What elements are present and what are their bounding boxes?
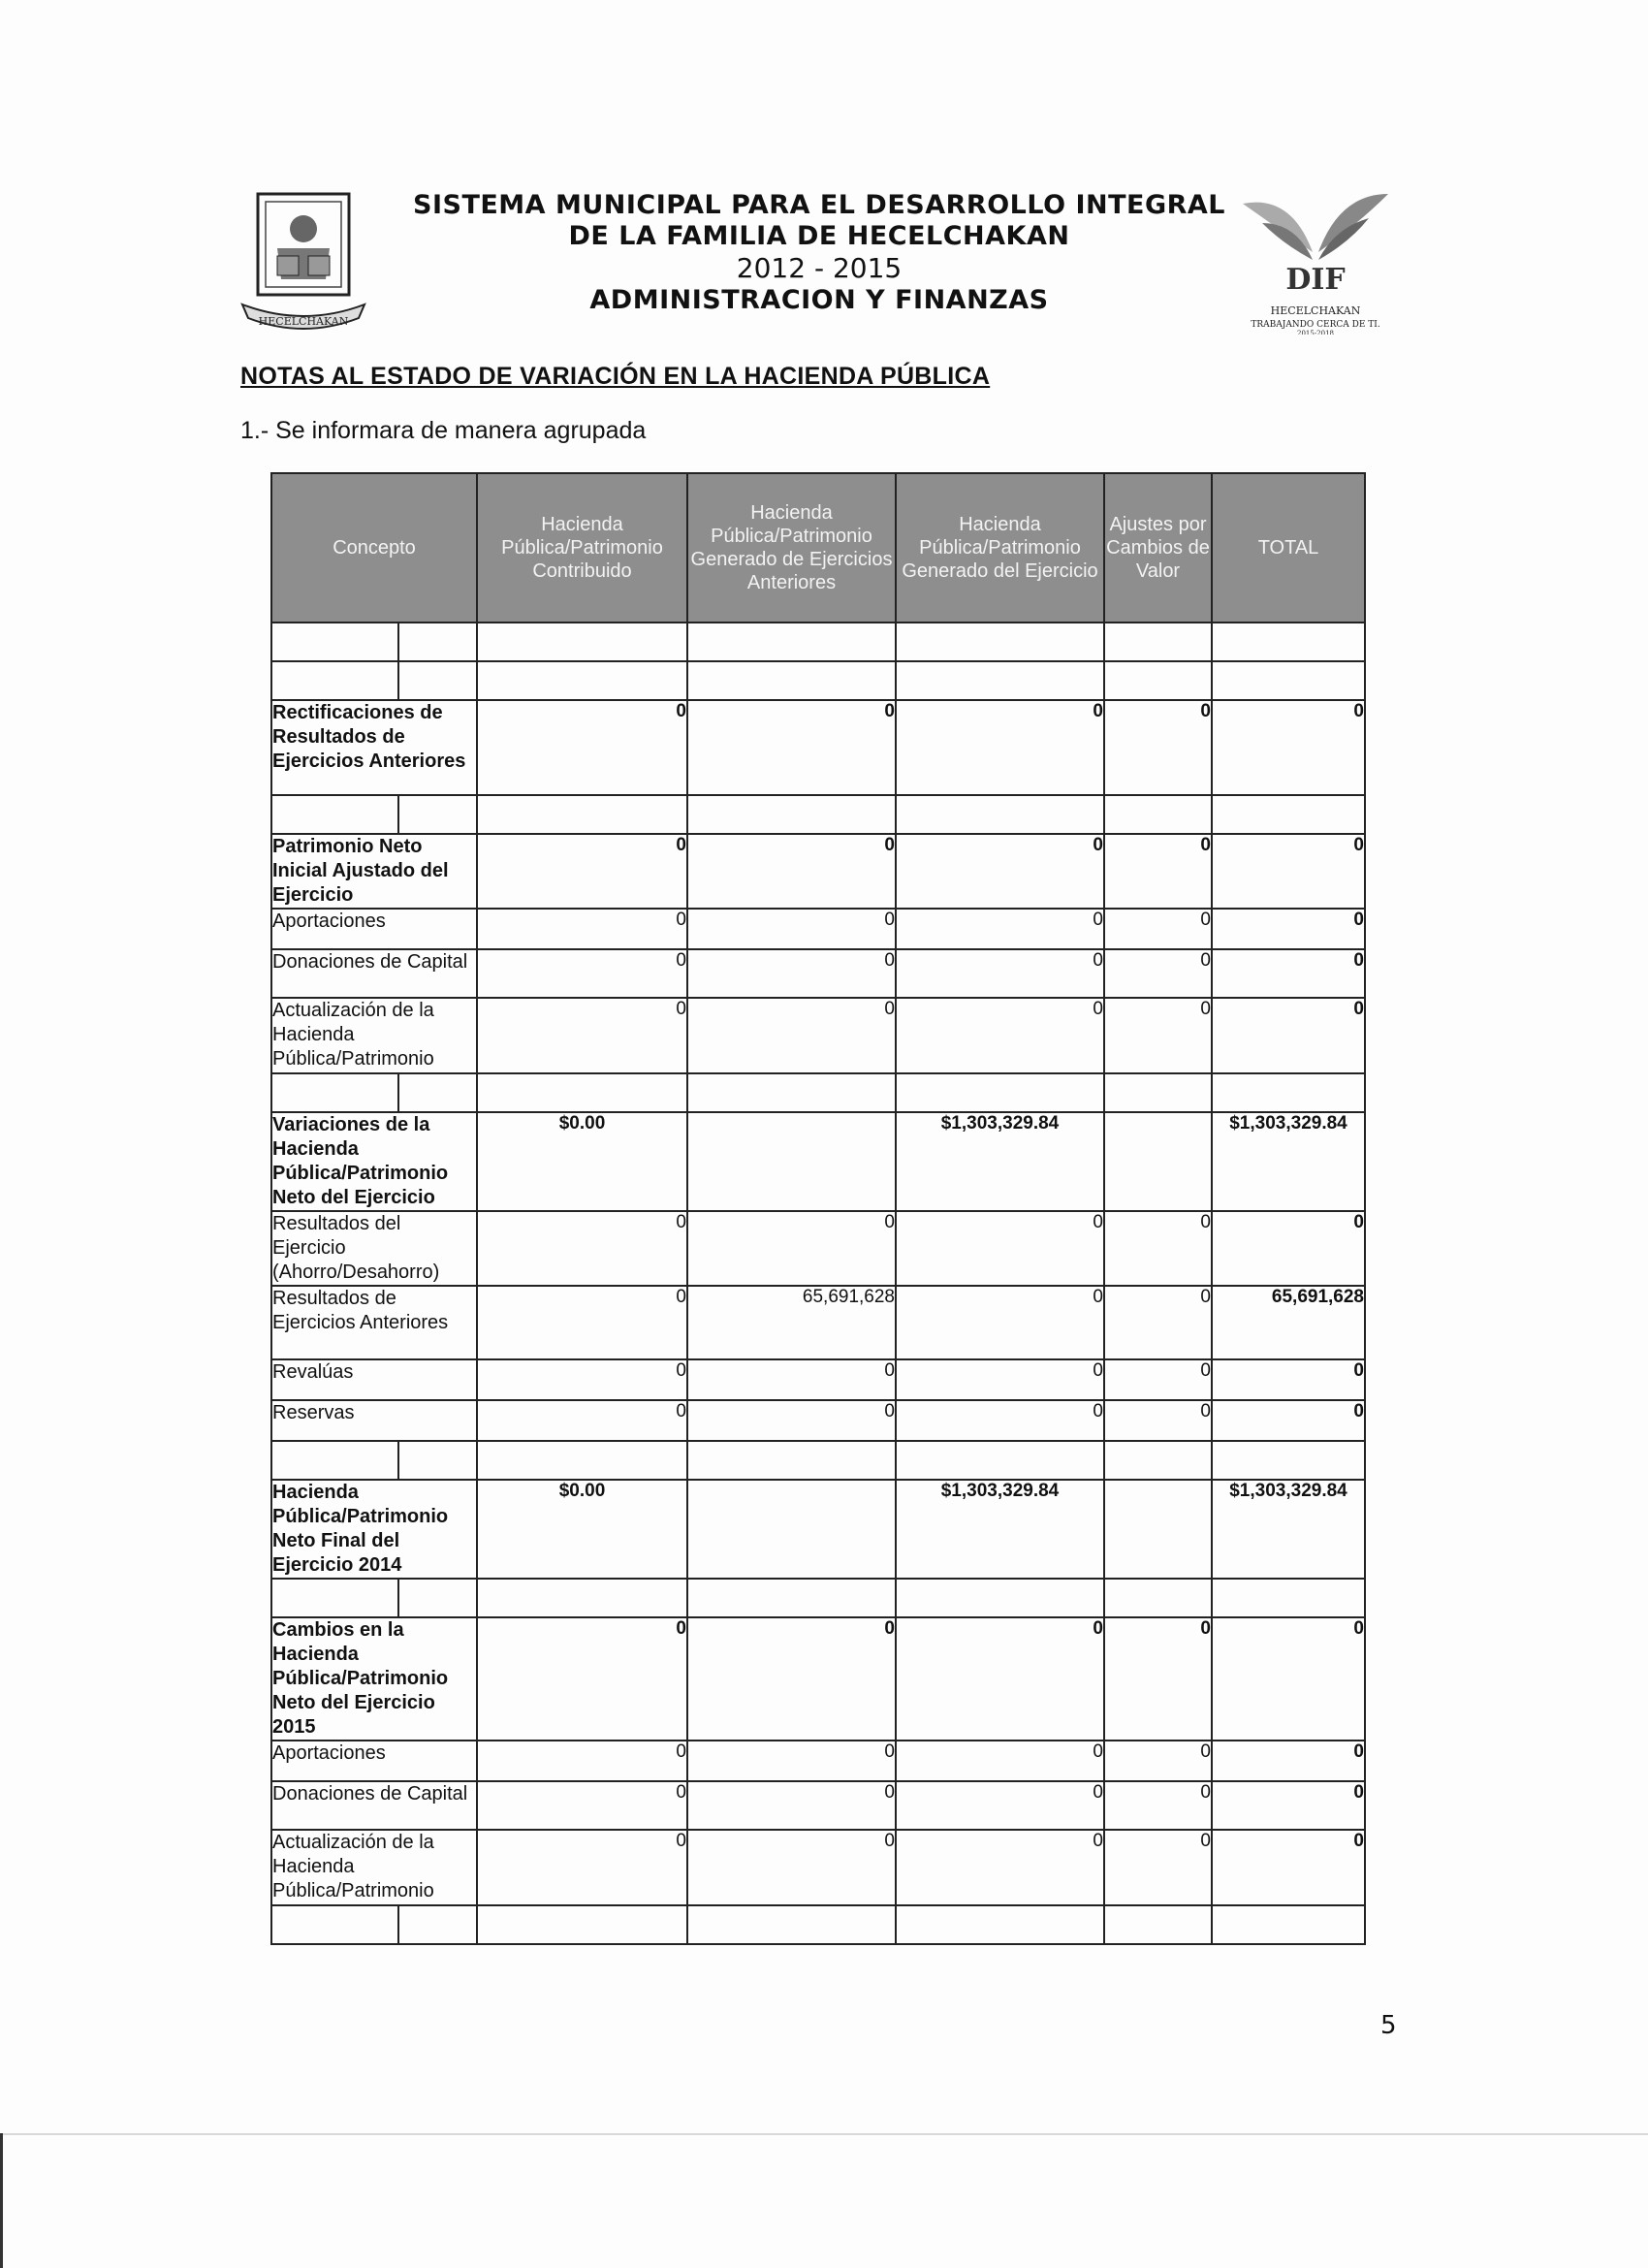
empty-cell xyxy=(687,661,896,700)
value-cell: 0 xyxy=(477,1359,687,1400)
value-cell: 0 xyxy=(687,1359,896,1400)
value-cell: 0 xyxy=(1104,909,1212,949)
empty-cell xyxy=(1104,1579,1212,1617)
row-label: Hacienda Pública/Patrimonio Neto Final del Ejercicio 2014 xyxy=(271,1480,477,1579)
empty-cell xyxy=(477,1441,687,1480)
table-row xyxy=(271,1741,1365,1781)
empty-cell xyxy=(1212,661,1365,700)
row-label: Reservas xyxy=(271,1400,477,1441)
empty-cell xyxy=(398,795,477,834)
value-cell: 0 xyxy=(1212,834,1365,909)
value-cell: 0 xyxy=(896,1211,1104,1286)
table-body xyxy=(271,623,1365,1944)
empty-cell xyxy=(271,1073,398,1112)
row-label: Resultados del Ejercicio (Ahorro/Desahorro) xyxy=(271,1211,477,1286)
value-cell: 65,691,628 xyxy=(687,1286,896,1359)
value-cell: 0 xyxy=(896,1830,1104,1905)
header-line-4: ADMINISTRACION Y FINANZAS xyxy=(589,285,1049,315)
page-number: 5 xyxy=(1380,2011,1397,2040)
empty-cell xyxy=(477,1579,687,1617)
value-cell: 0 xyxy=(687,700,896,795)
row-label: Aportaciones xyxy=(271,1741,477,1781)
value-cell: 0 xyxy=(1104,1286,1212,1359)
value-cell: 0 xyxy=(896,1359,1104,1400)
value-cell: 0 xyxy=(1104,998,1212,1073)
value-cell: 0 xyxy=(896,1781,1104,1830)
value-cell xyxy=(1104,1112,1212,1211)
empty-cell xyxy=(687,1073,896,1112)
value-cell: 0 xyxy=(1104,1781,1212,1830)
empty-cell xyxy=(1104,795,1212,834)
empty-cell xyxy=(271,623,398,661)
empty-cell xyxy=(398,1905,477,1944)
table-row xyxy=(271,1400,1365,1441)
svg-text:DIF: DIF xyxy=(1285,263,1346,297)
value-cell: 0 xyxy=(896,949,1104,998)
municipal-seal-logo xyxy=(238,190,368,341)
table-row xyxy=(271,834,1365,909)
empty-cell xyxy=(477,1073,687,1112)
header-contribuido: Hacienda Pública/Patrimonio Contribuido xyxy=(477,473,687,623)
empty-cell xyxy=(271,1579,398,1617)
value-cell: 0 xyxy=(896,1286,1104,1359)
table-row-blank xyxy=(271,1441,1365,1480)
row-label: Rectificaciones de Resultados de Ejercicios Anteriores xyxy=(271,700,477,795)
value-cell: 0 xyxy=(1212,700,1365,795)
row-label: Aportaciones xyxy=(271,909,477,949)
empty-cell xyxy=(271,1905,398,1944)
value-cell: $1,303,329.84 xyxy=(1212,1112,1365,1211)
dif-logo-years: 2015-2018 xyxy=(1297,330,1334,335)
value-cell: 0 xyxy=(1104,1400,1212,1441)
value-cell: 0 xyxy=(687,909,896,949)
value-cell: 0 xyxy=(896,1741,1104,1781)
value-cell: 0 xyxy=(896,700,1104,795)
value-cell: 0 xyxy=(1212,998,1365,1073)
empty-cell xyxy=(477,795,687,834)
value-cell: 0 xyxy=(1104,949,1212,998)
table-row-blank xyxy=(271,795,1365,834)
header-line-2: DE LA FAMILIA DE HECELCHAKAN xyxy=(568,221,1070,251)
row-label: Variaciones de la Hacienda Pública/Patrimonio Neto del Ejercicio xyxy=(271,1112,477,1211)
dif-logo-slogan: TRABAJANDO CERCA DE TI. xyxy=(1251,320,1380,330)
value-cell xyxy=(687,1480,896,1579)
table-row-blank xyxy=(271,1905,1365,1944)
value-cell: 0 xyxy=(687,1211,896,1286)
value-cell: 0 xyxy=(1212,1400,1365,1441)
table-row xyxy=(271,909,1365,949)
value-cell: 0 xyxy=(1104,1211,1212,1286)
row-label: Actualización de la Hacienda Pública/Patrimonio xyxy=(271,998,477,1073)
empty-cell xyxy=(896,623,1104,661)
dif-logo xyxy=(1223,184,1408,335)
empty-cell xyxy=(896,1073,1104,1112)
header-total: TOTAL xyxy=(1212,473,1365,623)
value-cell: $0.00 xyxy=(477,1480,687,1579)
empty-cell xyxy=(398,661,477,700)
value-cell: 0 xyxy=(477,1830,687,1905)
empty-cell xyxy=(271,795,398,834)
value-cell: 0 xyxy=(477,1617,687,1741)
value-cell: 0 xyxy=(687,1617,896,1741)
hacienda-variation-table xyxy=(270,472,1366,1945)
value-cell: 0 xyxy=(477,700,687,795)
value-cell: $0.00 xyxy=(477,1112,687,1211)
table-row xyxy=(271,1781,1365,1830)
value-cell: 0 xyxy=(687,1400,896,1441)
svg-text:HECELCHAKAN: HECELCHAKAN xyxy=(258,315,349,328)
row-label: Cambios en la Hacienda Pública/Patrimonio Neto del Ejercicio 2015 xyxy=(271,1617,477,1741)
value-cell: 0 xyxy=(1104,1359,1212,1400)
value-cell: 0 xyxy=(1212,1781,1365,1830)
empty-cell xyxy=(896,1905,1104,1944)
empty-cell xyxy=(687,795,896,834)
table-row xyxy=(271,1286,1365,1359)
empty-cell xyxy=(896,1579,1104,1617)
table-row xyxy=(271,700,1365,795)
value-cell: 0 xyxy=(1104,834,1212,909)
value-cell xyxy=(687,1112,896,1211)
empty-cell xyxy=(477,623,687,661)
empty-cell xyxy=(1104,1905,1212,1944)
empty-cell xyxy=(1104,661,1212,700)
empty-cell xyxy=(1104,1073,1212,1112)
empty-cell xyxy=(477,661,687,700)
empty-cell xyxy=(1212,1441,1365,1480)
empty-cell xyxy=(271,661,398,700)
table-row xyxy=(271,1359,1365,1400)
value-cell: 0 xyxy=(896,909,1104,949)
empty-cell xyxy=(398,1073,477,1112)
empty-cell xyxy=(1212,623,1365,661)
table-row xyxy=(271,998,1365,1073)
table-row xyxy=(271,1211,1365,1286)
header-years: 2012 - 2015 xyxy=(736,252,903,284)
value-cell: 0 xyxy=(1212,1211,1365,1286)
empty-cell xyxy=(477,1905,687,1944)
value-cell: 0 xyxy=(896,1400,1104,1441)
empty-cell xyxy=(896,1441,1104,1480)
empty-cell xyxy=(896,795,1104,834)
empty-cell xyxy=(1104,1441,1212,1480)
value-cell: $1,303,329.84 xyxy=(896,1480,1104,1579)
empty-cell xyxy=(1212,1579,1365,1617)
header-concepto: Concepto xyxy=(271,473,477,623)
value-cell: 0 xyxy=(1104,1741,1212,1781)
value-cell: 0 xyxy=(1212,909,1365,949)
empty-cell xyxy=(1104,623,1212,661)
table-row-blank xyxy=(271,661,1365,700)
notes-title: NOTAS AL ESTADO DE VARIACIÓN EN LA HACIENDA PÚBLICA xyxy=(240,363,991,390)
value-cell: 0 xyxy=(896,1617,1104,1741)
empty-cell xyxy=(398,1441,477,1480)
empty-cell xyxy=(687,1579,896,1617)
table-row-blank xyxy=(271,623,1365,661)
value-cell: 0 xyxy=(477,909,687,949)
value-cell: 65,691,628 xyxy=(1212,1286,1365,1359)
value-cell: 0 xyxy=(687,949,896,998)
table-header-row xyxy=(271,473,1365,623)
value-cell: $1,303,329.84 xyxy=(1212,1480,1365,1579)
empty-cell xyxy=(896,661,1104,700)
row-label: Actualización de la Hacienda Pública/Patrimonio xyxy=(271,1830,477,1905)
value-cell: 0 xyxy=(1212,949,1365,998)
table-row xyxy=(271,1830,1365,1905)
empty-cell xyxy=(687,623,896,661)
value-cell: 0 xyxy=(896,834,1104,909)
value-cell: 0 xyxy=(477,1286,687,1359)
table-row xyxy=(271,1112,1365,1211)
scan-artifact-line xyxy=(0,2133,1648,2135)
table-row xyxy=(271,1480,1365,1579)
value-cell: 0 xyxy=(477,834,687,909)
value-cell: 0 xyxy=(477,949,687,998)
scan-artifact-edge xyxy=(0,2133,3,2268)
header-generado-ejercicio: Hacienda Pública/Patrimonio Generado del Ejercicio xyxy=(896,473,1104,623)
row-label: Patrimonio Neto Inicial Ajustado del Ejercicio xyxy=(271,834,477,909)
value-cell: 0 xyxy=(1212,1359,1365,1400)
empty-cell xyxy=(271,1441,398,1480)
value-cell: 0 xyxy=(687,1781,896,1830)
empty-cell xyxy=(1212,1905,1365,1944)
row-label: Donaciones de Capital xyxy=(271,949,477,998)
value-cell: 0 xyxy=(1212,1617,1365,1741)
document-header xyxy=(407,190,1231,316)
dif-logo-name: HECELCHAKAN xyxy=(1270,304,1361,317)
value-cell: 0 xyxy=(477,1211,687,1286)
empty-cell xyxy=(687,1905,896,1944)
row-label: Donaciones de Capital xyxy=(271,1781,477,1830)
value-cell xyxy=(1104,1480,1212,1579)
intro-text: 1.- Se informara de manera agrupada xyxy=(240,417,647,444)
value-cell: 0 xyxy=(1104,1617,1212,1741)
value-cell: 0 xyxy=(687,1830,896,1905)
value-cell: 0 xyxy=(477,998,687,1073)
value-cell: 0 xyxy=(1104,700,1212,795)
value-cell: $1,303,329.84 xyxy=(896,1112,1104,1211)
value-cell: 0 xyxy=(1212,1741,1365,1781)
value-cell: 0 xyxy=(477,1781,687,1830)
row-label: Revalúas xyxy=(271,1359,477,1400)
table-row xyxy=(271,1617,1365,1741)
value-cell: 0 xyxy=(896,998,1104,1073)
empty-cell xyxy=(687,1441,896,1480)
value-cell: 0 xyxy=(1104,1830,1212,1905)
value-cell: 0 xyxy=(477,1400,687,1441)
empty-cell xyxy=(398,1579,477,1617)
empty-cell xyxy=(398,623,477,661)
value-cell: 0 xyxy=(687,834,896,909)
value-cell: 0 xyxy=(687,998,896,1073)
value-cell: 0 xyxy=(1212,1830,1365,1905)
value-cell: 0 xyxy=(687,1741,896,1781)
empty-cell xyxy=(1212,1073,1365,1112)
empty-cell xyxy=(1212,795,1365,834)
table-row-blank xyxy=(271,1579,1365,1617)
header-ajustes: Ajustes por Cambios de Valor xyxy=(1104,473,1212,623)
row-label: Resultados de Ejercicios Anteriores xyxy=(271,1286,477,1359)
table-row-blank xyxy=(271,1073,1365,1112)
value-cell: 0 xyxy=(477,1741,687,1781)
table-row xyxy=(271,949,1365,998)
header-line-1: SISTEMA MUNICIPAL PARA EL DESARROLLO INTEGRAL xyxy=(413,190,1225,220)
header-generado-anteriores: Hacienda Pública/Patrimonio Generado de Ejercicios Anteriores xyxy=(687,473,896,623)
